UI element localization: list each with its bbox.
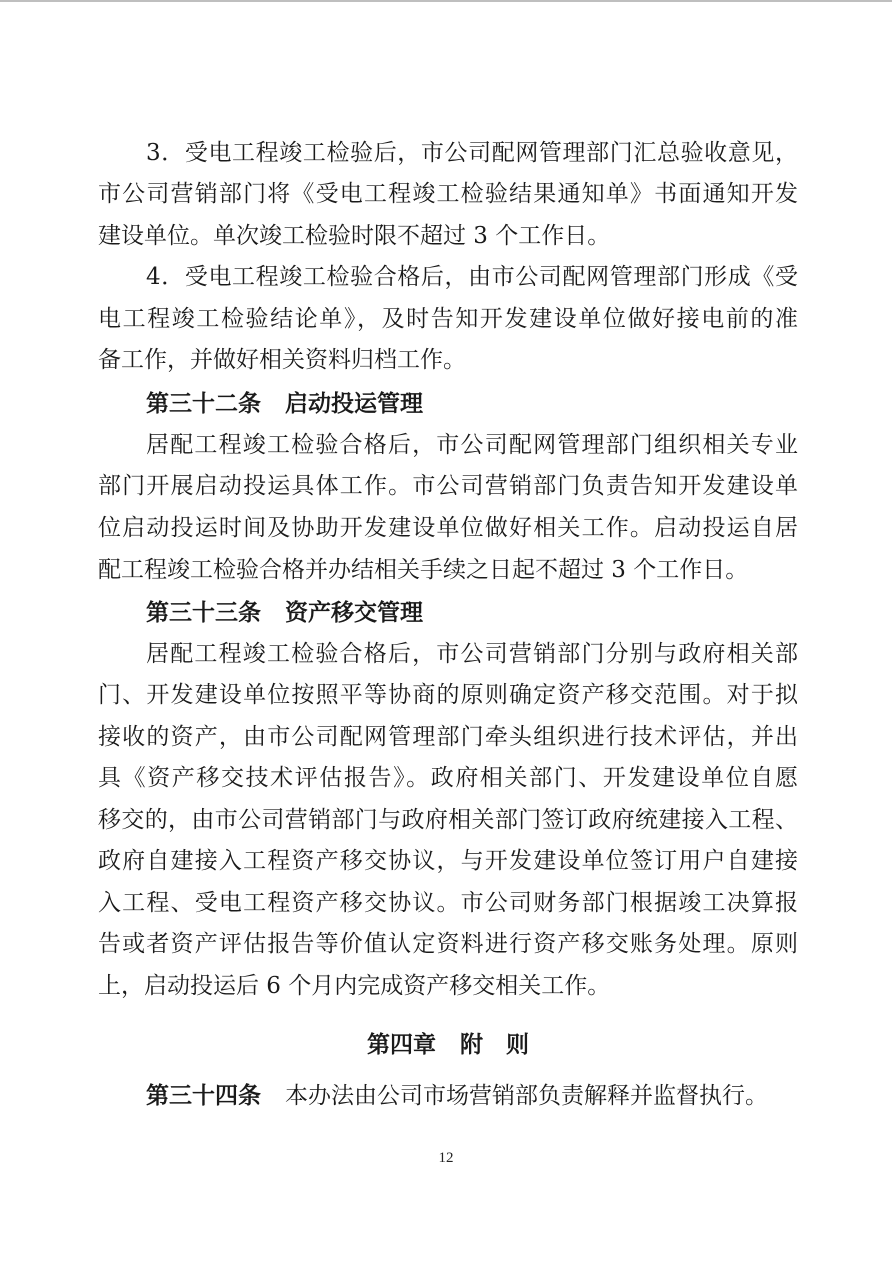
article-33-title: 资产移交管理 (285, 599, 423, 626)
item-4-line-2: 电工程竣工检验结论单》，及时告知开发建设单位做好接电前的准 (98, 306, 798, 332)
chapter-4-title: 附 则 (460, 1032, 529, 1058)
article-34 (146, 1083, 798, 1109)
article-34-text: 本办法由公司市场营销部负责解释并监督执行。 (285, 1083, 768, 1109)
article-32-heading (146, 391, 798, 417)
article-33-line-2: 门、开发建设单位按照平等协商的原则确定资产移交范围。对于拟 (98, 682, 798, 708)
article-33-number: 第三十三条 (146, 599, 261, 626)
item-3-line-2: 市公司营销部门将《受电工程竣工检验结果通知单》书面通知开发 (98, 181, 798, 207)
article-33-line-7: 入工程、受电工程资产移交协议。市公司财务部门根据竣工决算报 (98, 890, 798, 916)
chapter-4-number: 第四章 (367, 1032, 436, 1058)
item-4-line-3: 备工作，并做好相关资料归档工作。 (98, 347, 466, 373)
item-3-line-1: 3．受电工程竣工检验后，市公司配网管理部门汇总验收意见， (146, 140, 798, 166)
item-4-line-1: 4．受电工程竣工检验合格后，由市公司配网管理部门形成《受 (146, 264, 798, 290)
article-32-title: 启动投运管理 (285, 390, 423, 417)
article-32-line-3: 位启动投运时间及协助开发建设单位做好相关工作。启动投运自居 (98, 515, 798, 541)
article-33-heading (146, 600, 798, 626)
article-32-line-4: 配工程竣工检验合格并办结相关手续之日起不超过 3 个工作日。 (98, 557, 749, 583)
article-33-line-8: 告或者资产评估报告等价值认定资料进行资产移交账务处理。原则 (98, 931, 798, 957)
chapter-4-heading (98, 1032, 798, 1058)
article-33-line-4: 具《资产移交技术评估报告》。政府相关部门、开发建设单位自愿 (98, 765, 798, 791)
top-border (0, 0, 892, 2)
article-33-line-3: 接收的资产，由市公司配网管理部门牵头组织进行技术评估，并出 (98, 724, 798, 750)
article-32-line-2: 部门开展启动投运具体工作。市公司营销部门负责告知开发建设单 (98, 473, 798, 499)
article-33-line-9: 上，启动投运后 6 个月内完成资产移交相关工作。 (98, 973, 611, 999)
article-34-number: 第三十四条 (146, 1082, 261, 1109)
article-32-number: 第三十二条 (146, 390, 261, 417)
article-33-line-5: 移交的，由市公司营销部门与政府相关部门签订政府统建接入工程、 (98, 807, 798, 833)
article-33-line-6: 政府自建接入工程资产移交协议，与开发建设单位签订用户自建接 (98, 848, 798, 874)
page-number: 12 (438, 1150, 454, 1166)
item-3-line-3: 建设单位。单次竣工检验时限不超过 3 个工作日。 (98, 223, 611, 249)
article-32-line-1: 居配工程竣工检验合格后，市公司配网管理部门组织相关专业 (146, 432, 798, 458)
article-33-line-1: 居配工程竣工检验合格后，市公司营销部门分别与政府相关部 (146, 641, 798, 667)
